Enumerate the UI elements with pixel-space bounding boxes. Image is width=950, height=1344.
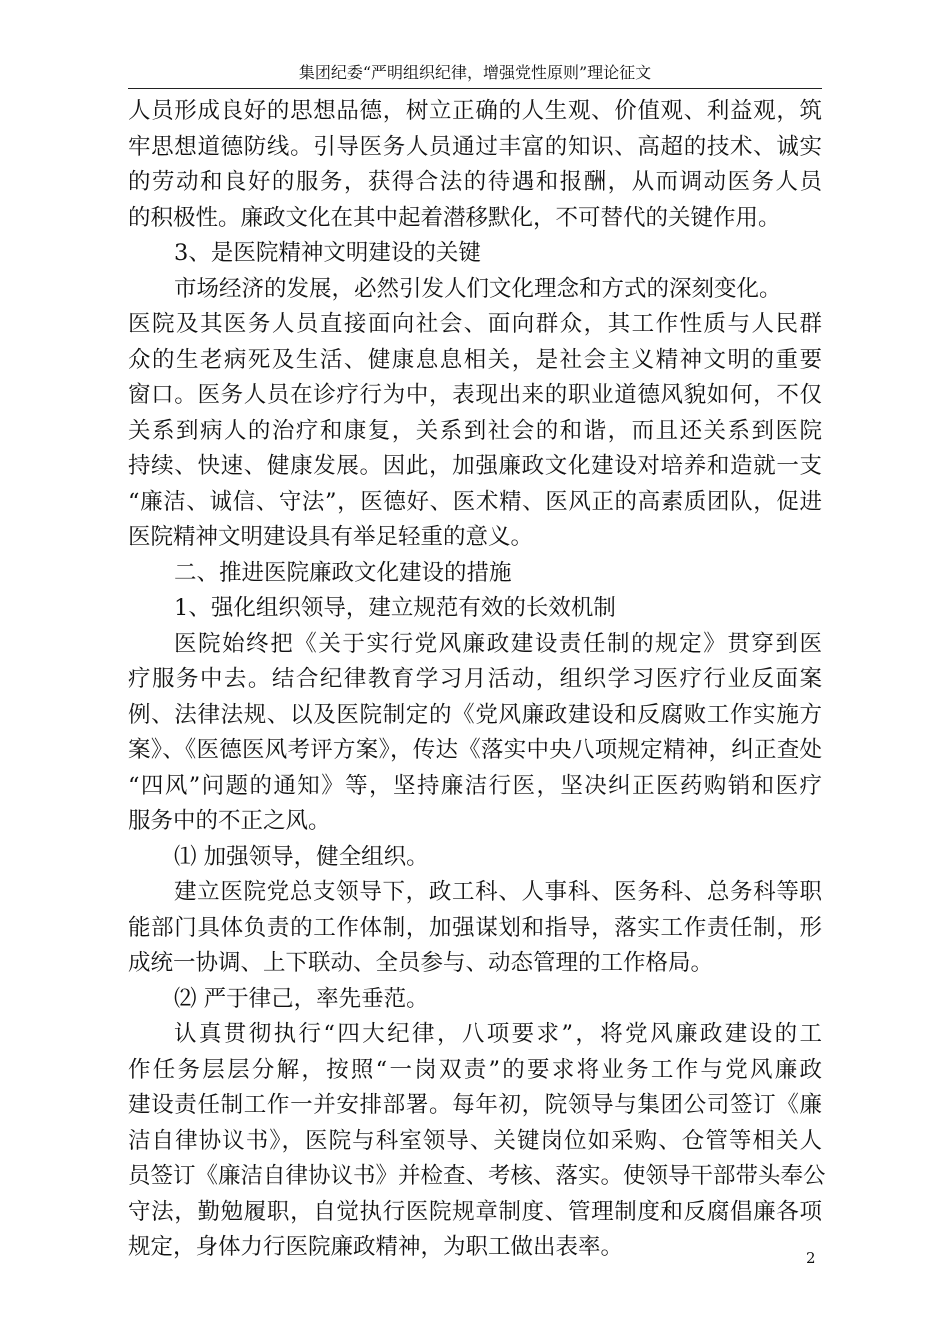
- body-line: 众的生老病死及生活、健康息息相关，是社会主义精神文明的重要: [128, 346, 822, 373]
- body-line: “四风”问题的通知》等，坚持廉洁行医，坚决纠正医药购销和医疗: [128, 772, 822, 799]
- body-line: 医院精神文明建设具有举足轻重的意义。: [128, 524, 534, 550]
- body-line: 成统一协调、上下联动、全员参与、动态管理的工作格局。: [128, 950, 714, 976]
- body-line: 认真贯彻执行“四大纪律，八项要求”，将党风廉政建设的工: [174, 1021, 822, 1047]
- body-line: 持续、快速、健康发展。因此，加强廉政文化建设对培养和造就一支: [128, 453, 822, 479]
- body-line: 的积极性。廉政文化在其中起着潜移默化，不可替代的关键作用。: [128, 204, 781, 231]
- body-line: 医院及其医务人员直接面向社会、面向群众，其工作性质与人民群: [128, 311, 822, 337]
- body-line: 作任务层层分解，按照“一岗双责”的要求将业务工作与党风廉政: [128, 1056, 822, 1083]
- list-item-heading: ⑵ 严于律己，率先垂范。: [174, 985, 429, 1012]
- body-line: 案》、《医德医风考评方案》，传达《落实中央八项规定精神，纠正查处: [128, 737, 822, 763]
- subsection-heading: 1、强化组织领导，建立规范有效的长效机制: [174, 595, 616, 621]
- body-line: 规定，身体力行医院廉政精神，为职工做出表率。: [128, 1234, 624, 1260]
- list-item-heading: ⑴ 加强领导，健全组织。: [174, 843, 429, 870]
- section-heading: 二、推进医院廉政文化建设的措施: [174, 559, 512, 586]
- body-line: 疗服务中去。结合纪律教育学习月活动，组织学习医疗行业反面案: [128, 666, 822, 692]
- body-line: 服务中的不正之风。: [128, 808, 331, 834]
- page-header: [128, 58, 822, 89]
- body-line: 关系到病人的治疗和康复，关系到社会的和谐，而且还关系到医院: [128, 417, 822, 444]
- body-line: 能部门具体负责的工作体制，加强谋划和指导，落实工作责任制，形: [128, 914, 822, 941]
- body-line: 建设责任制工作一并安排部署。每年初，院领导与集团公司签订《廉: [128, 1092, 822, 1118]
- body-line: 人员形成良好的思想品德，树立正确的人生观、价值观、利益观，筑: [128, 98, 822, 124]
- body-line: 员签订《廉洁自律协议书》并检查、考核、落实。使领导干部带头奉公: [128, 1163, 826, 1189]
- body-line: 例、法律法规、以及医院制定的《党风廉政建设和反腐败工作实施方: [128, 701, 822, 728]
- body-line: 窗口。医务人员在诊疗行为中，表现出来的职业道德风貌如何，不仅: [128, 382, 822, 408]
- body-line: 市场经济的发展，必然引发人们文化理念和方式的深刻变化。: [174, 275, 782, 302]
- body-line: 洁自律协议书》，医院与科室领导、关键岗位如采购、仓管等相关人: [128, 1127, 822, 1154]
- body-line: “廉洁、诚信、守法”，医德好、医术精、医风正的高素质团队，促进: [128, 488, 822, 515]
- section-heading: 3、是医院精神文明建设的关键: [174, 240, 481, 266]
- page-number: 2: [806, 1249, 816, 1267]
- body-line: 建立医院党总支领导下，政工科、人事科、医务科、总务科等职: [174, 879, 822, 905]
- body-line: 的劳动和良好的服务，获得合法的待遇和报酬，从而调动医务人员: [128, 169, 822, 195]
- header-title: 集团纪委“严明组织纪律，增强党性原则”理论征文: [298, 63, 652, 82]
- body-line: 牢思想道德防线。引导医务人员通过丰富的知识、高超的技术、诚实: [128, 133, 822, 160]
- body-line: 守法，勤勉履职，自觉执行医院规章制度、管理制度和反腐倡廉各项: [128, 1198, 822, 1225]
- body-line: 医院始终把《关于实行党风廉政建设责任制的规定》贯穿到医: [174, 630, 822, 657]
- document-body: [128, 94, 826, 1266]
